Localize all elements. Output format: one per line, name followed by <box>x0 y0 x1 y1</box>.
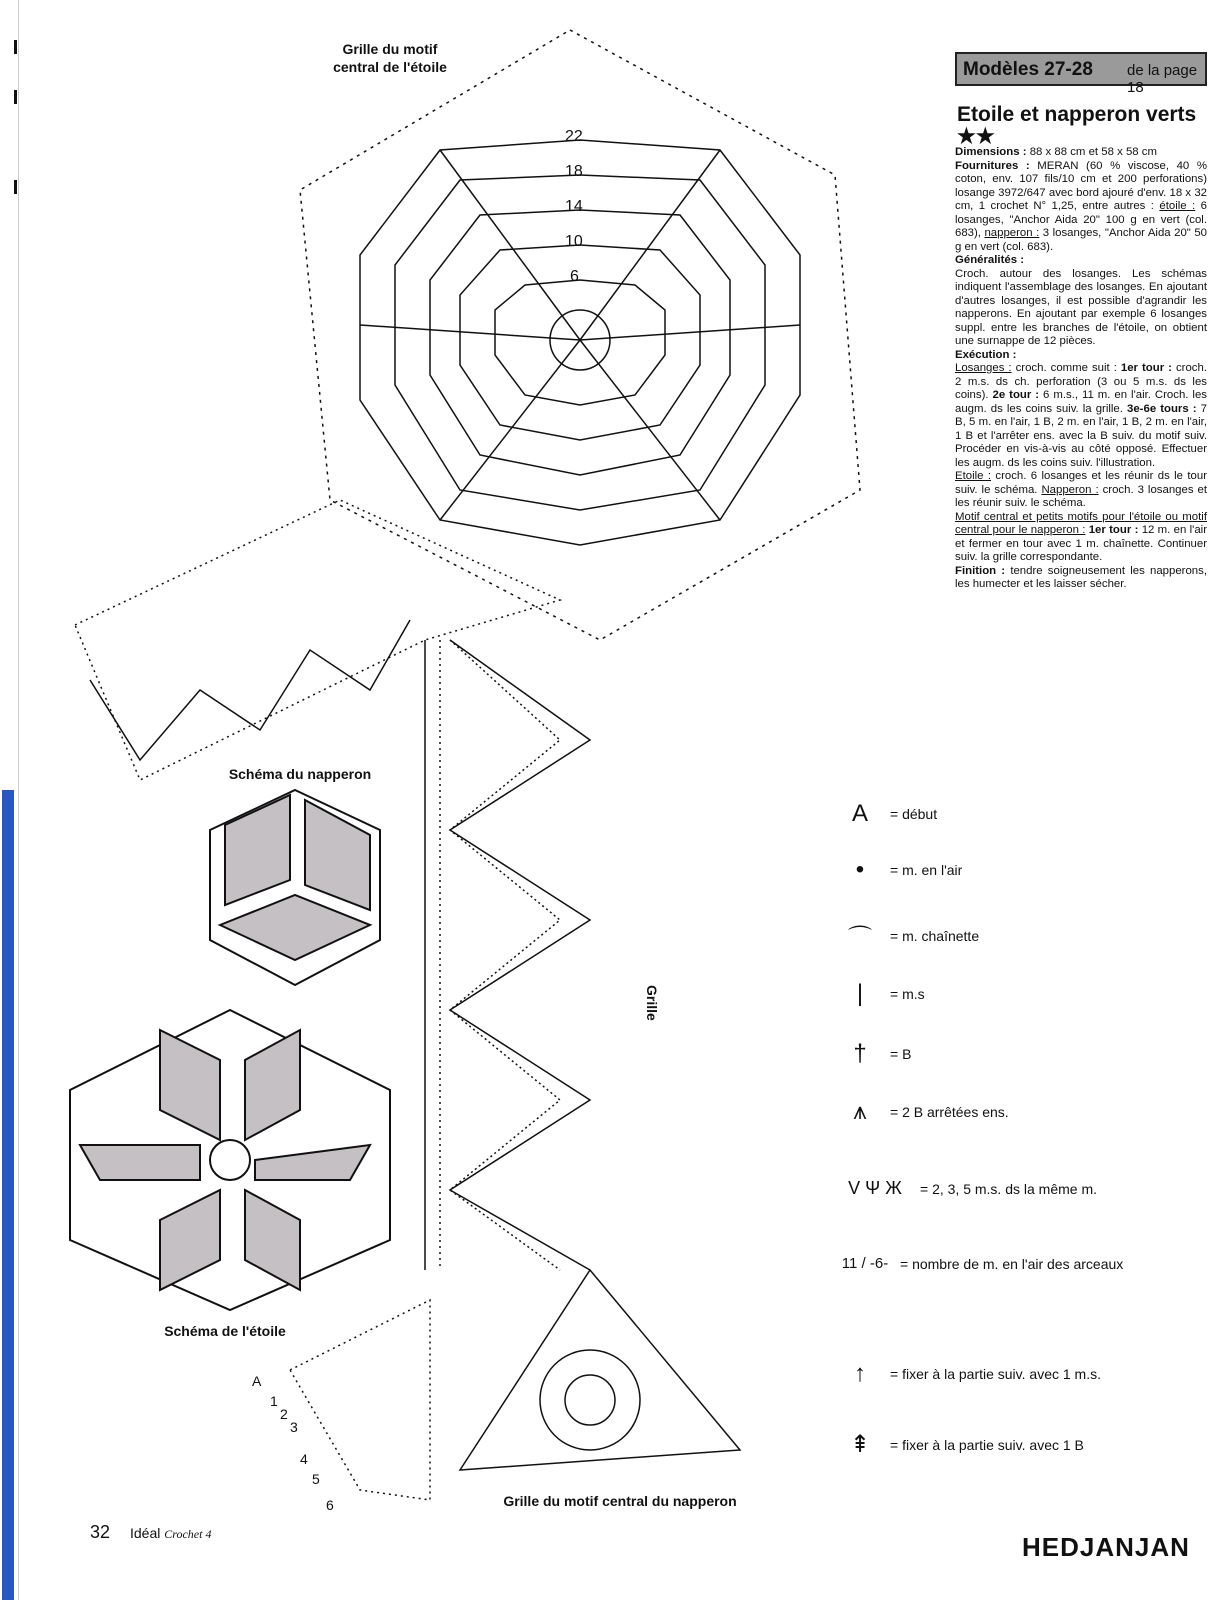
finition-value: tendre soigneusement les napperons, les humecter et les laisser sécher. <box>955 564 1208 590</box>
legend-text: = m. chaînette <box>890 927 980 944</box>
increase-symbols-icon: V Ψ Ж <box>848 1178 902 1198</box>
legend-item-b <box>830 1040 911 1068</box>
tour2-label: 2e tour : <box>992 389 1040 401</box>
legend-text: = nombre de m. en l'air des arceaux <box>900 1255 1124 1272</box>
magazine-name <box>130 1525 211 1542</box>
dimensions-label: Dimensions : <box>955 146 1027 158</box>
arc-symbol-icon: ⌒ <box>848 925 872 952</box>
tour3-label: 3e-6e tours : <box>1127 402 1197 415</box>
up-arrow-icon: ↑ <box>854 1360 866 1387</box>
legend-text: = 2, 3, 5 m.s. ds la même m. <box>920 1180 1098 1197</box>
models-header <box>955 52 1207 96</box>
legend-item-ms <box>830 980 925 1008</box>
tour2-value: 6 m.s., 11 m. en l'air. Croch. les augm. ds les coins suiv. la grille. <box>955 389 1207 415</box>
generalites-label: Généralités : <box>955 254 1025 266</box>
watermark: HEDJANJAN <box>1022 1532 1190 1562</box>
row-number: 4 <box>300 1451 308 1467</box>
bottom-left-strip <box>290 1300 430 1500</box>
label-grille-napperon: Grille du motif central du napperon <box>503 1493 737 1509</box>
etoile-step-value: croch. 6 losanges et les réunir ds le tour suiv. le schéma. <box>955 470 1207 496</box>
motif-label: Motif central et petits motifs pour l'étoile ou motif central pour le napperon : <box>955 510 1207 536</box>
napperon-value: 3 losanges, "Anchor Aida 20" 50 g en vert (col. 683). <box>955 227 1208 253</box>
legend-item-2b <box>830 1098 1009 1126</box>
magazine-title: Idéal <box>130 1525 161 1541</box>
legend-text: = fixer à la partie suiv. avec 1 B <box>890 1436 1084 1453</box>
row-number: 5 <box>312 1471 320 1487</box>
legend-item-chainette <box>830 918 979 953</box>
star-ring-6 <box>495 280 665 405</box>
losanges-label: Losanges : <box>955 362 1012 374</box>
etoile-value: 6 losanges, "Anchor Aida 20" 100 g en vert (col. 683), <box>955 200 1207 239</box>
legend-text: = m. en l'air <box>890 862 963 878</box>
joined-cross-symbol-icon: ⩚ <box>853 1098 867 1125</box>
fournitures-label: Fournitures : <box>955 159 1030 172</box>
bar-symbol-icon: | <box>856 980 864 1007</box>
napperon-schema <box>210 790 380 985</box>
row-number: 2 <box>280 1406 288 1422</box>
legend-text: = fixer à la partie suiv. avec 1 m.s. <box>890 1366 1101 1382</box>
row-number: 6 <box>326 1497 334 1513</box>
napperon-step-value: croch. 3 losanges et les réunir suiv. le schéma. <box>955 483 1207 509</box>
dot-symbol-icon: • <box>855 856 865 883</box>
cross-symbol-icon: † <box>853 1040 867 1067</box>
label-schema-etoile: Schéma de l'étoile <box>164 1323 286 1339</box>
ring-number: 14 <box>565 198 583 215</box>
star-outer-border <box>300 30 860 640</box>
legend-item-ms-meme <box>830 1178 1097 1199</box>
ring-number: 18 <box>565 163 583 180</box>
etoile-label: étoile : <box>1159 200 1196 212</box>
article-title: Etoile et napperon verts ★★ <box>957 103 1197 148</box>
tour1-label: 1er tour : <box>1120 362 1172 374</box>
page-reference: de la page 18 <box>1127 62 1198 96</box>
label-schema-napperon: Schéma du napperon <box>228 766 372 782</box>
finition-label: Finition : <box>955 564 1006 577</box>
napperon-label: napperon : <box>984 227 1040 239</box>
ring-number: 6 <box>570 268 579 285</box>
arch-count-symbol-icon: 11 / -6- <box>841 1255 889 1272</box>
magazine-subtitle: Crochet 4 <box>164 1527 212 1541</box>
legend-item-arceaux <box>830 1255 1123 1272</box>
legend-text: = m.s <box>890 986 925 1002</box>
row-number: A <box>252 1373 262 1389</box>
strip-zigzag <box>450 640 590 1270</box>
models-title: Modèles 27-28 <box>963 59 1093 80</box>
motif-tour-label: 1er tour : <box>1088 524 1139 536</box>
tour3-value: 7 B, 5 m. en l'air, 1 B, 2 m. en l'air, 1 B, 2 m. en l'air, 1 B et l'arrêter ens. avec la B suiv. du motif suiv. Procéder en vis-à-vis au côté opposé. Effectuer les augm. ds les coins suiv. l'illustration. <box>955 402 1207 469</box>
etoile-step-label: Etoile : <box>955 470 992 482</box>
motif-value: 12 m. en l'air et fermer en tour avec 1 m. chaînette. Continuer suiv. la grille correspondante. <box>955 524 1207 563</box>
ring-number: 10 <box>565 233 583 250</box>
etoile-schema <box>70 1010 390 1310</box>
up-cross-arrow-icon: ⇞ <box>849 1431 871 1458</box>
napperon-center-circle <box>540 1350 640 1450</box>
start-symbol-icon: A <box>851 800 868 827</box>
ring-number: 22 <box>565 128 583 145</box>
legend-item-m-air <box>830 856 962 884</box>
legend-item-fixer-ms <box>830 1360 1101 1388</box>
label-grille-etoile: Grille du motif central de l'étoile <box>333 41 447 75</box>
generalites-value: Croch. autour des losanges. Les schémas indiquent l'assemblage des losanges. En ajoutant d'autres losanges, il est possible d'agrandir les napperons. En ajoutant par exemple 6 losanges suppl. entre les branches de l'étoile, on obtient une surnappe de 12 pièces. <box>955 267 1207 347</box>
tour1-value: croch. 2 m.s. ds ch. perforation (3 ou 5 m.s. ds les coins). <box>955 362 1207 401</box>
row-number: 1 <box>270 1393 278 1409</box>
legend-text: = B <box>890 1046 912 1062</box>
page-number: 32 <box>90 1522 111 1542</box>
napperon-triangle <box>460 1270 740 1470</box>
star-ring-18 <box>395 175 765 510</box>
legend-text: = début <box>890 806 938 822</box>
execution-label: Exécution : <box>955 348 1017 361</box>
label-grille: Grille <box>644 985 660 1021</box>
napperon-step-label: Napperon : <box>1041 483 1099 496</box>
left-diagonal-strip <box>75 500 560 780</box>
losanges-value: croch. comme suit : <box>1015 362 1117 374</box>
fournitures-value: MERAN (60 % viscose, 40 % coton, env. 107 fils/10 cm et 200 perforations) losange 3972/647 avec bord ajouré d'env. 18 x 32 cm, 1 crochet N° 1,25, entre autres : <box>955 159 1207 212</box>
instructions-text <box>955 146 1207 592</box>
legend-text: = 2 B arrêtées ens. <box>890 1104 1009 1120</box>
row-number: 3 <box>290 1419 298 1435</box>
legend-item-fixer-b <box>830 1430 1084 1459</box>
star-ring-10 <box>460 245 700 440</box>
legend-item-debut <box>830 800 937 828</box>
dimensions-value: 88 x 88 cm et 58 x 58 cm <box>1029 146 1157 158</box>
